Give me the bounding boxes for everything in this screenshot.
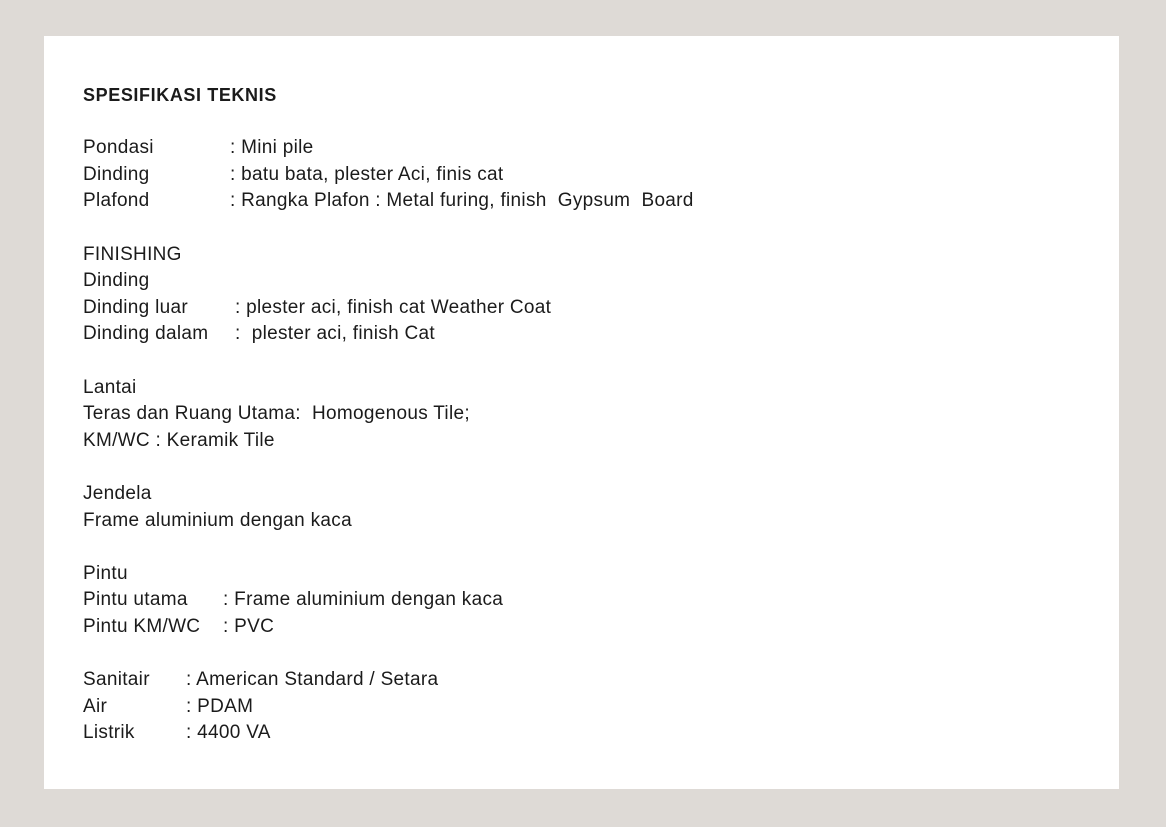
spec-label: Listrik bbox=[83, 722, 135, 744]
spec-label: Dinding bbox=[83, 163, 150, 185]
spec-label: Pintu KM/WC bbox=[83, 615, 201, 637]
spec-label: Dinding dalam bbox=[83, 323, 209, 345]
spec-line: KM/WC : Keramik Tile bbox=[83, 429, 275, 451]
spec-row bbox=[83, 720, 1079, 747]
spec-value: : Mini pile bbox=[230, 137, 314, 159]
spec-row bbox=[83, 295, 1079, 322]
spec-value: : PVC bbox=[223, 615, 275, 637]
spec-value: : 4400 VA bbox=[186, 722, 271, 744]
section-struktur bbox=[83, 135, 1079, 215]
section-finishing bbox=[83, 242, 1079, 348]
spec-row bbox=[83, 614, 1079, 641]
spec-value: : plester aci, finish cat Weather Coat bbox=[235, 296, 552, 318]
spec-value: : Rangka Plafon : Metal furing, finish Gypsum Board bbox=[230, 190, 694, 212]
spec-line: Teras dan Ruang Utama: Homogenous Tile; bbox=[83, 403, 470, 425]
section-lantai bbox=[83, 375, 1079, 455]
spec-row bbox=[83, 188, 1079, 215]
spec-label: Air bbox=[83, 695, 108, 717]
spec-value: : plester aci, finish Cat bbox=[235, 323, 435, 345]
section-subheading: Dinding bbox=[83, 270, 150, 292]
spec-value: : batu bata, plester Aci, finis cat bbox=[230, 163, 504, 185]
page-title: SPESIFIKASI TEKNIS bbox=[83, 85, 277, 105]
spec-label: Pintu utama bbox=[83, 589, 188, 611]
spec-label: Plafond bbox=[83, 190, 150, 212]
spec-label: Dinding luar bbox=[83, 296, 188, 318]
section-heading: Pintu bbox=[83, 562, 128, 584]
spec-row bbox=[83, 667, 1079, 694]
spec-label: Sanitair bbox=[83, 669, 150, 691]
spec-line: Frame aluminium dengan kaca bbox=[83, 509, 352, 531]
spec-sheet-card bbox=[44, 36, 1119, 789]
section-heading: Jendela bbox=[83, 482, 152, 504]
spec-value: : Frame aluminium dengan kaca bbox=[223, 589, 504, 611]
spec-row bbox=[83, 135, 1079, 162]
spec-row bbox=[83, 162, 1079, 189]
section-heading: Lantai bbox=[83, 376, 137, 398]
spec-label: Pondasi bbox=[83, 137, 154, 159]
section-heading: FINISHING bbox=[83, 243, 182, 265]
spec-row bbox=[83, 321, 1079, 348]
section-jendela bbox=[83, 481, 1079, 534]
spec-row bbox=[83, 587, 1079, 614]
spec-row bbox=[83, 694, 1079, 721]
section-pintu bbox=[83, 561, 1079, 641]
section-utilitas bbox=[83, 667, 1079, 747]
spec-value: : American Standard / Setara bbox=[186, 669, 439, 691]
spec-value: : PDAM bbox=[186, 695, 254, 717]
